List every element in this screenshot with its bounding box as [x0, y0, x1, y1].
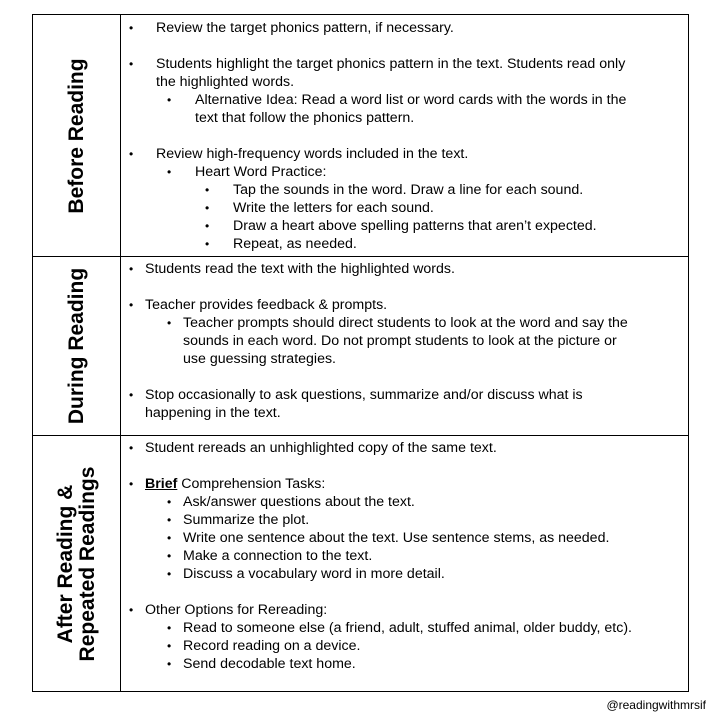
brief-emphasis: Brief — [145, 476, 178, 492]
bullet: • — [129, 262, 134, 276]
bullet: • — [129, 147, 134, 161]
list-item: Write one sentence about the text. Use sentence stems, as needed. — [183, 530, 610, 546]
bullet: • — [129, 603, 134, 617]
bullet: • — [205, 219, 210, 233]
after-reading-content — [121, 436, 688, 691]
bullet: • — [129, 388, 134, 402]
list-item: Tap the sounds in the word. Draw a line for each sound. — [233, 182, 584, 198]
list-item: Student rereads an unhighlighted copy of the same text. — [145, 440, 497, 456]
bullet: • — [167, 531, 172, 545]
list-item: Students highlight the target phonics pattern in the text. Students read only — [156, 56, 626, 72]
list-item: Teacher prompts should direct students to look at the word and say the — [183, 315, 628, 331]
bullet: • — [205, 183, 210, 197]
bullet: • — [167, 495, 172, 509]
after-reading-row — [33, 436, 688, 691]
list-item: Review the target phonics pattern, if necessary. — [156, 20, 454, 36]
list-item-cont: sounds in each word. Do not prompt students to look at the picture or — [183, 333, 617, 349]
list-item: Review high-frequency words included in the text. — [156, 146, 469, 162]
credit-handle: @readingwithmrsif — [606, 698, 706, 712]
bullet: • — [205, 201, 210, 215]
list-item — [145, 475, 325, 493]
list-item-cont: happening in the text. — [145, 405, 281, 421]
before-reading-row — [33, 15, 688, 257]
bullet: • — [129, 477, 134, 491]
bullet: • — [167, 93, 172, 107]
during-reading-label-cell — [33, 257, 121, 435]
list-item: Ask/answer questions about the text. — [183, 494, 415, 510]
list-item: Write the letters for each sound. — [233, 200, 434, 216]
bullet: • — [129, 57, 134, 71]
after-reading-label-line1: After Reading & — [53, 484, 77, 643]
bullet: • — [167, 513, 172, 527]
bullet: • — [129, 21, 134, 35]
list-item: Heart Word Practice: — [195, 164, 327, 180]
bullet: • — [167, 165, 172, 179]
list-item: Alternative Idea: Read a word list or word cards with the words in the — [195, 92, 627, 108]
before-reading-label: Before Reading — [64, 57, 88, 214]
list-item: Other Options for Rereading: — [145, 602, 328, 618]
list-item: Record reading on a device. — [183, 638, 361, 654]
list-item-text: Comprehension Tasks: — [177, 476, 326, 492]
bullet: • — [167, 639, 172, 653]
list-item: Students read the text with the highlighted words. — [145, 261, 455, 277]
list-item-cont: text that follow the phonics pattern. — [195, 110, 415, 126]
bullet: • — [167, 567, 172, 581]
during-reading-label: During Reading — [64, 267, 88, 425]
lesson-plan-table — [32, 14, 689, 692]
during-reading-row — [33, 257, 688, 436]
list-item: Summarize the plot. — [183, 512, 310, 528]
list-item: Make a connection to the text. — [183, 548, 373, 564]
list-item: Draw a heart above spelling patterns that aren’t expected. — [233, 218, 597, 234]
list-item: Send decodable text home. — [183, 656, 356, 672]
after-reading-label-cell — [33, 436, 121, 691]
list-item: Repeat, as needed. — [233, 236, 357, 252]
after-reading-label-line2: Repeated Readings — [75, 466, 99, 661]
bullet: • — [205, 237, 210, 251]
bullet: • — [167, 657, 172, 671]
list-item: Read to someone else (a friend, adult, stuffed animal, older buddy, etc). — [183, 620, 633, 636]
before-reading-content — [121, 15, 688, 256]
before-reading-label-cell — [33, 15, 121, 256]
bullet: • — [167, 316, 172, 330]
list-item: Teacher provides feedback & prompts. — [145, 297, 388, 313]
bullet: • — [167, 621, 172, 635]
bullet: • — [129, 298, 134, 312]
after-reading-label — [55, 466, 99, 661]
bullet: • — [167, 549, 172, 563]
bullet: • — [129, 441, 134, 455]
list-item-cont: the highlighted words. — [156, 74, 295, 90]
list-item: Discuss a vocabulary word in more detail. — [183, 566, 445, 582]
list-item-cont: use guessing strategies. — [183, 351, 337, 367]
during-reading-content — [121, 257, 688, 435]
list-item: Stop occasionally to ask questions, summarize and/or discuss what is — [145, 387, 583, 403]
